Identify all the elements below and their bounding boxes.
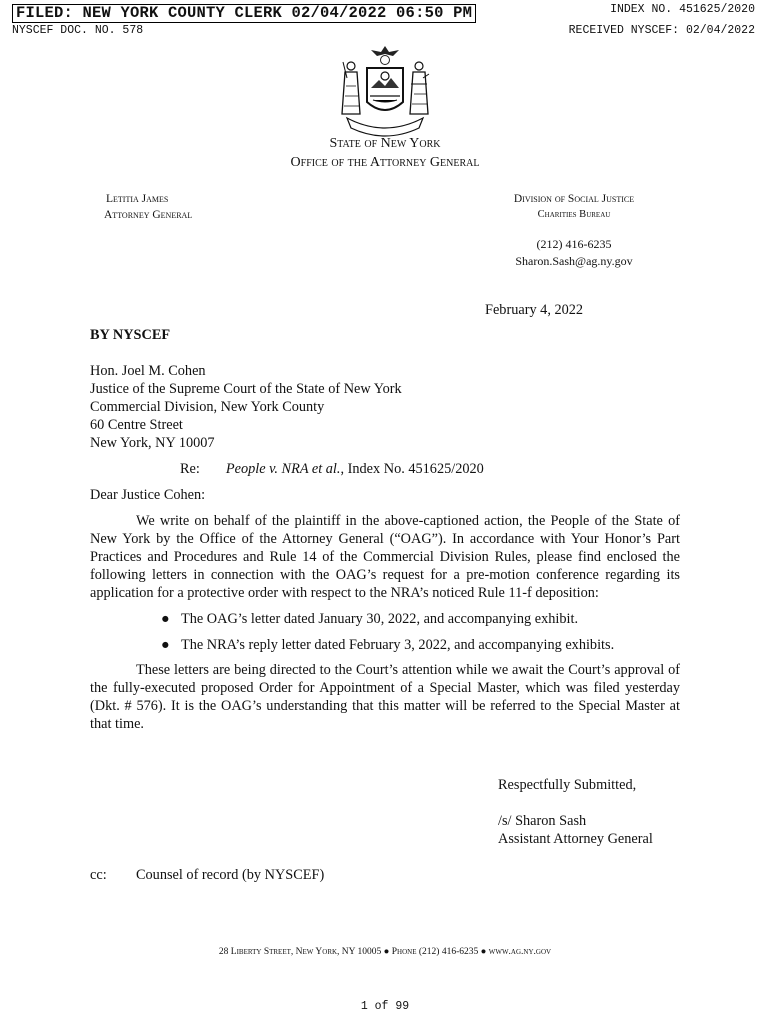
- body-paragraph: We write on behalf of the plaintiff in the above-captioned action, the People of the State of New York by the Office of the Attorney General (“OAG”). In accordance with Your Honor’s Part Practices and Procedures and Rule 14 of the Commercial Division Rules, please find enclosed the following letters in connection with the OAG’s request for a pre-motion conference regarding its application for a protective order with respect to the NRA’s noticed Rule 11-f deposition:: [90, 513, 680, 601]
- office-name: Office of the Attorney General: [290, 155, 480, 170]
- bullet-icon: ●: [161, 637, 170, 653]
- addressee-line: Hon. Joel M. Cohen: [90, 363, 206, 379]
- received-date: RECEIVED NYSCEF: 02/04/2022: [568, 24, 755, 37]
- contact-email: Sharon.Sash@ag.ny.gov: [515, 254, 633, 268]
- re-line: [180, 460, 484, 478]
- signature: /s/ Sharon Sash: [498, 813, 587, 829]
- state-name: State of New York: [329, 136, 441, 151]
- attorney-general-title: Attorney General: [104, 209, 193, 221]
- addressee-line: New York, NY 10007: [90, 435, 215, 451]
- body-paragraph: These letters are being directed to the Court’s attention while we await the Court’s approval of the fully-executed proposed Order for Appointment of a Special Master, which was filed yesterday (Dkt. # 576). It is the OAG’s understanding that this matter will be referred to the Special Master at that time.: [90, 662, 680, 732]
- list-item: ● The OAG’s letter dated January 30, 2022, and accompanying exhibit.: [161, 611, 579, 627]
- addressee-block: [90, 362, 402, 452]
- addressee-line: Justice of the Supreme Court of the State of New York: [90, 381, 402, 397]
- page-number: 1 of 99: [360, 1000, 410, 1013]
- addressee-line: 60 Centre Street: [90, 417, 183, 433]
- delivery-method: BY NYSCEF: [90, 327, 171, 343]
- contact-phone: (212) 416-6235: [536, 237, 612, 251]
- case-name: People v. NRA et al.: [225, 461, 341, 477]
- attorney-general-name: Letitia James: [106, 193, 169, 205]
- cc-text: Counsel of record (by NYSCEF): [136, 867, 325, 883]
- re-label: Re:: [180, 461, 200, 477]
- bullet-icon: ●: [161, 611, 170, 627]
- cc-label: cc:: [90, 867, 107, 883]
- division-name: Division of Social Justice: [513, 193, 635, 205]
- signer-title: Assistant Attorney General: [498, 831, 653, 847]
- filed-stamp: FILED: NEW YORK COUNTY CLERK 02/04/2022 06:50 PM: [12, 4, 476, 23]
- doc-number: NYSCEF DOC. NO. 578: [12, 24, 144, 37]
- footer-address: 28 Liberty Street, New York, NY 10005 ● Phone (212) 416-6235 ● www.ag.ny.gov: [218, 947, 552, 957]
- salutation: Dear Justice Cohen:: [90, 487, 206, 503]
- list-item: ● The NRA’s reply letter dated February 3, 2022, and accompanying exhibits.: [161, 637, 615, 653]
- valediction: Respectfully Submitted,: [498, 777, 637, 793]
- index-number: INDEX NO. 451625/2020: [610, 3, 755, 16]
- bureau-name: Charities Bureau: [537, 209, 611, 220]
- addressee-line: Commercial Division, New York County: [90, 399, 325, 415]
- enclosure-list: [161, 610, 681, 654]
- letter-date: February 4, 2022: [485, 302, 584, 318]
- state-seal-icon: [333, 44, 437, 138]
- index-ref: , Index No. 451625/2020: [340, 461, 484, 477]
